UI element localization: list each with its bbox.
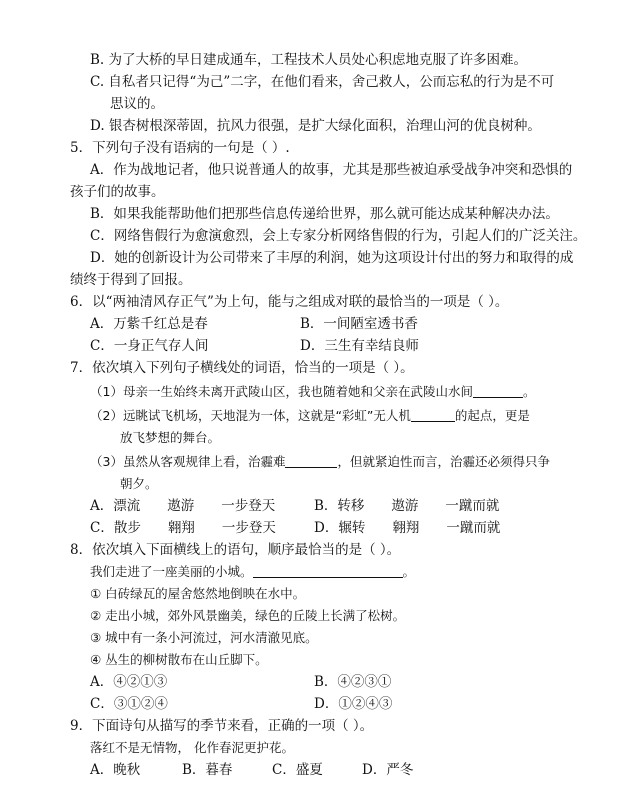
q8-option-d: D．①②④③ [314,696,393,712]
q7-sentence-3-line2: 朝夕。 [120,476,158,491]
q7-stem: 7．依次填入下列句子横线处的词语，恰当的一项是（ ）。 [70,360,414,376]
q8-option-c: C．③①②④ [90,696,168,712]
q5-option-c: C．网络售假行为愈演愈烈，会上专家分析网络售假的行为，引起人们的广泛关注。 [90,228,587,244]
q9-option-d: D．严冬 [362,762,414,778]
q8-stem: 8．依次填入下面横线上的语句，顺序最恰当的是（ ）。 [70,542,401,558]
q6-option-c: C．一身正气存人间 [90,338,209,354]
q8-item-1: ① 白砖绿瓦的屋舍悠然地倒映在水中。 [90,586,306,601]
q7-s2-text: （2）远眺试飞机场，天地混为一体，这就是“彩虹”无人机 [90,408,411,423]
q9-option-c: C．盛夏 [272,762,323,778]
q8-option-b: B．④②③① [314,674,392,690]
q7-sentence-3 [90,452,550,472]
q7-blank-2 [411,407,455,422]
q7-sentence-1 [90,382,535,402]
q7-s3-rest: ，但就紧迫性而言，治霾还必须得只争 [337,454,550,469]
q8-sentence-end: 。 [402,564,416,579]
q8-blank [253,563,403,578]
q4-option-b: B. 为了大桥的早日建成通车，工程技术人员处心积虑地克服了许多困难。 [90,52,528,68]
q5-option-a-line2: 孩子们的故事。 [70,184,165,200]
q7-s1-end: 。 [522,384,536,399]
q9-option-b: B．暮春 [182,762,233,778]
q5-option-b: B．如果我能帮助他们把那些信息传递给世界，那么就可能达成某种解决办法。 [90,206,559,222]
q5-option-d-line1: D．她的创新设计为公司带来了丰厚的利润，她为这项设计付出的努力和取得的成 [90,250,574,266]
q8-item-4: ④ 丛生的柳树散布在山丘脚下。 [90,652,268,667]
q5-option-d-line2: 绩终于得到了回报。 [70,272,192,288]
q7-option-c: C．散步 翱翔 一步登天 [90,520,276,536]
q8-item-3: ③ 城中有一条小河流过，河水清澈见底。 [90,630,318,645]
q4-option-c-line1: C. 自私者只记得“为己”二字，在他们看来，舍己救人，公而忘私的行为是不可 [90,74,555,90]
q7-blank-3 [285,453,337,468]
q9-stem: 9．下面诗句从描写的季节来看，正确的一项（ ）。 [70,718,374,734]
q7-option-d: D．辗转 翱翔 一蹴而就 [314,520,501,536]
q6-option-a: A．万紫千红总是春 [90,316,208,332]
q7-s3-text: （3）虽然从客观规律上看，治霾难 [90,454,286,469]
q7-sentence-2 [90,406,530,426]
q9-option-a: A．晚秋 [90,762,141,778]
q4-option-d: D. 银杏树根深蒂固，抗风力很强，是扩大绿化面积，治理山河的优良树种。 [90,118,541,134]
q7-sentence-2-line2: 放飞梦想的舞台。 [120,430,221,445]
q8-item-2: ② 走出小城，郊外风景幽美，绿色的丘陵上长满了松树。 [90,608,406,623]
q4-option-c-line2: 思议的。 [110,96,164,112]
q7-option-b: B．转移 遨游 一蹴而就 [314,498,500,514]
q8-sentence [90,562,415,582]
q5-stem: 5．下列句子没有语病的一句是（ ）. [70,140,290,156]
q6-option-b: B．一间陋室透书香 [300,316,418,332]
q7-s2-rest: 的起点，更是 [454,408,530,423]
q9-poem: 落红不是无情物， 化作春泥更护花。 [90,740,294,755]
q6-stem: 6．以“两袖清风存正气”为上句，能与之组成对联的最恰当的一项是（ ）。 [70,294,509,310]
q7-option-a: A．漂流 遨游 一步登天 [90,498,276,514]
q7-blank-1 [473,383,523,398]
q7-s1-text: （1）母亲一生始终未离开武陵山区，我也随着她和父亲在武陵山水间 [90,384,473,399]
q8-sentence-text: 我们走进了一座美丽的小城。 [90,564,253,579]
q6-option-d: D．三生有幸结良师 [300,338,419,354]
q8-option-a: A．④②①③ [90,674,168,690]
q5-option-a-line1: A．作为战地记者，他只说普通人的故事，尤其是那些被迫承受战争冲突和恐惧的 [90,162,573,178]
